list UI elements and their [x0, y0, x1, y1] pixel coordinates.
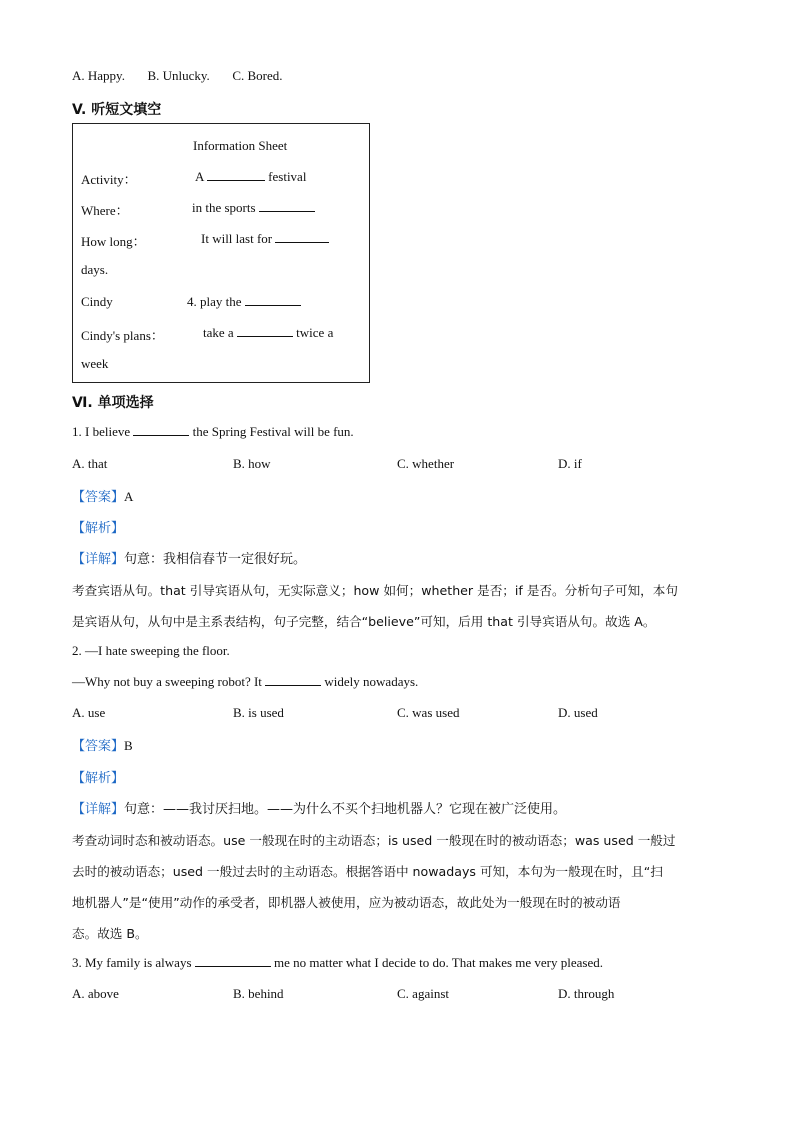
option-a[interactable]: A. use [72, 705, 106, 720]
explanation-line: 考查宾语从句。that 引导宾语从句，无实际意义；how 如何；whether 是否；if 是否。分析句子可知，本句 [72, 583, 678, 598]
fill-blank[interactable] [207, 169, 265, 181]
option-a[interactable]: A. above [72, 986, 119, 1001]
question-3-stem: 3. My family is always me no matter what I decide to do. That makes me very pleased. [72, 955, 603, 970]
answer-value: B [124, 738, 133, 753]
option-a[interactable]: A. that [72, 456, 108, 471]
explanation-line: 地机器人”是“使用”动作的承受者，即机器人被使用，应为被动语态，故此处为一般现在时的被动语 [72, 895, 621, 910]
info-row-label: How long： [81, 234, 146, 249]
fill-blank[interactable] [275, 231, 329, 243]
info-row-value: in the sports [192, 200, 315, 216]
section-5-heading: V. 听短文填空 [72, 102, 162, 118]
detail-text: 句意：——我讨厌扫地。——为什么不买个扫地机器人？它现在被广泛使用。 [124, 802, 567, 817]
info-row-value: It will last for [201, 231, 329, 247]
info-row-label: Activity： [81, 172, 137, 187]
analysis-tag: 【解析】 [72, 521, 125, 536]
detail-tag: 【详解】 [72, 802, 125, 817]
explanation-line: 是宾语从句，从句中是主系表结构，句子完整，结合“believe”可知，后用 that 引导宾语从句。故选 A。 [72, 614, 656, 629]
detail-text: 句意：我相信春节一定很好玩。 [124, 552, 307, 567]
info-row-label: Cindy [81, 294, 113, 309]
answer-line [72, 486, 133, 505]
answer-tag: 【答案】 [72, 490, 125, 505]
option-c[interactable]: C. against [397, 986, 449, 1001]
fill-blank[interactable] [265, 674, 321, 686]
question-2-line-1: 2. —I hate sweeping the floor. [72, 643, 230, 658]
fill-blank[interactable] [245, 294, 301, 306]
option-c: C. Bored. [232, 68, 283, 83]
explanation-line: 态。故选 B。 [72, 926, 148, 941]
option-b[interactable]: B. how [233, 456, 271, 471]
detail-tag: 【详解】 [72, 552, 125, 567]
answer-tag: 【答案】 [72, 739, 125, 754]
fill-blank[interactable] [237, 325, 293, 337]
option-b[interactable]: B. behind [233, 986, 284, 1001]
information-sheet [72, 123, 370, 383]
answer-value: A [124, 489, 134, 504]
option-b: B. Unlucky. [147, 68, 210, 83]
question-1-stem: 1. I believe the Spring Festival will be fun. [72, 424, 354, 439]
option-b[interactable]: B. is used [233, 705, 284, 720]
explanation-line: 去时的被动语态；used 一般过去时的主动语态。根据答语中 nowadays 可知，本句为一般现在时，且“扫 [72, 864, 663, 879]
option-a: A. Happy. [72, 68, 125, 83]
fill-blank[interactable] [195, 955, 271, 967]
analysis-tag: 【解析】 [72, 771, 125, 786]
option-d[interactable]: D. if [558, 456, 582, 471]
option-d[interactable]: D. through [558, 986, 615, 1001]
info-row-value: take a twice a [203, 325, 334, 340]
info-row-value: A festival [195, 169, 307, 184]
section-6-heading: Ⅵ. 单项选择 [72, 395, 154, 411]
fill-blank[interactable] [133, 424, 189, 436]
info-row-continuation: days. [81, 262, 109, 277]
fill-blank[interactable] [259, 200, 315, 212]
info-row-label: Cindy's plans： [81, 328, 164, 343]
detail-line [72, 798, 566, 817]
info-row-value: 4. play the [187, 294, 301, 310]
option-c[interactable]: C. whether [397, 456, 455, 471]
info-row-label: Where： [81, 203, 129, 218]
info-row-continuation: week [81, 356, 109, 371]
answer-line [72, 735, 133, 754]
explanation-line: 考查动词时态和被动语态。use 一般现在时的主动语态；is used 一般现在时的被动语态；was used 一般过 [72, 833, 676, 848]
prev-question-options [72, 68, 283, 84]
detail-line [72, 548, 306, 567]
option-d[interactable]: D. used [558, 705, 598, 720]
info-sheet-title: Information Sheet [193, 138, 288, 153]
question-2-line-2: —Why not buy a sweeping robot? It widely nowadays. [72, 674, 419, 689]
option-c[interactable]: C. was used [397, 705, 460, 720]
